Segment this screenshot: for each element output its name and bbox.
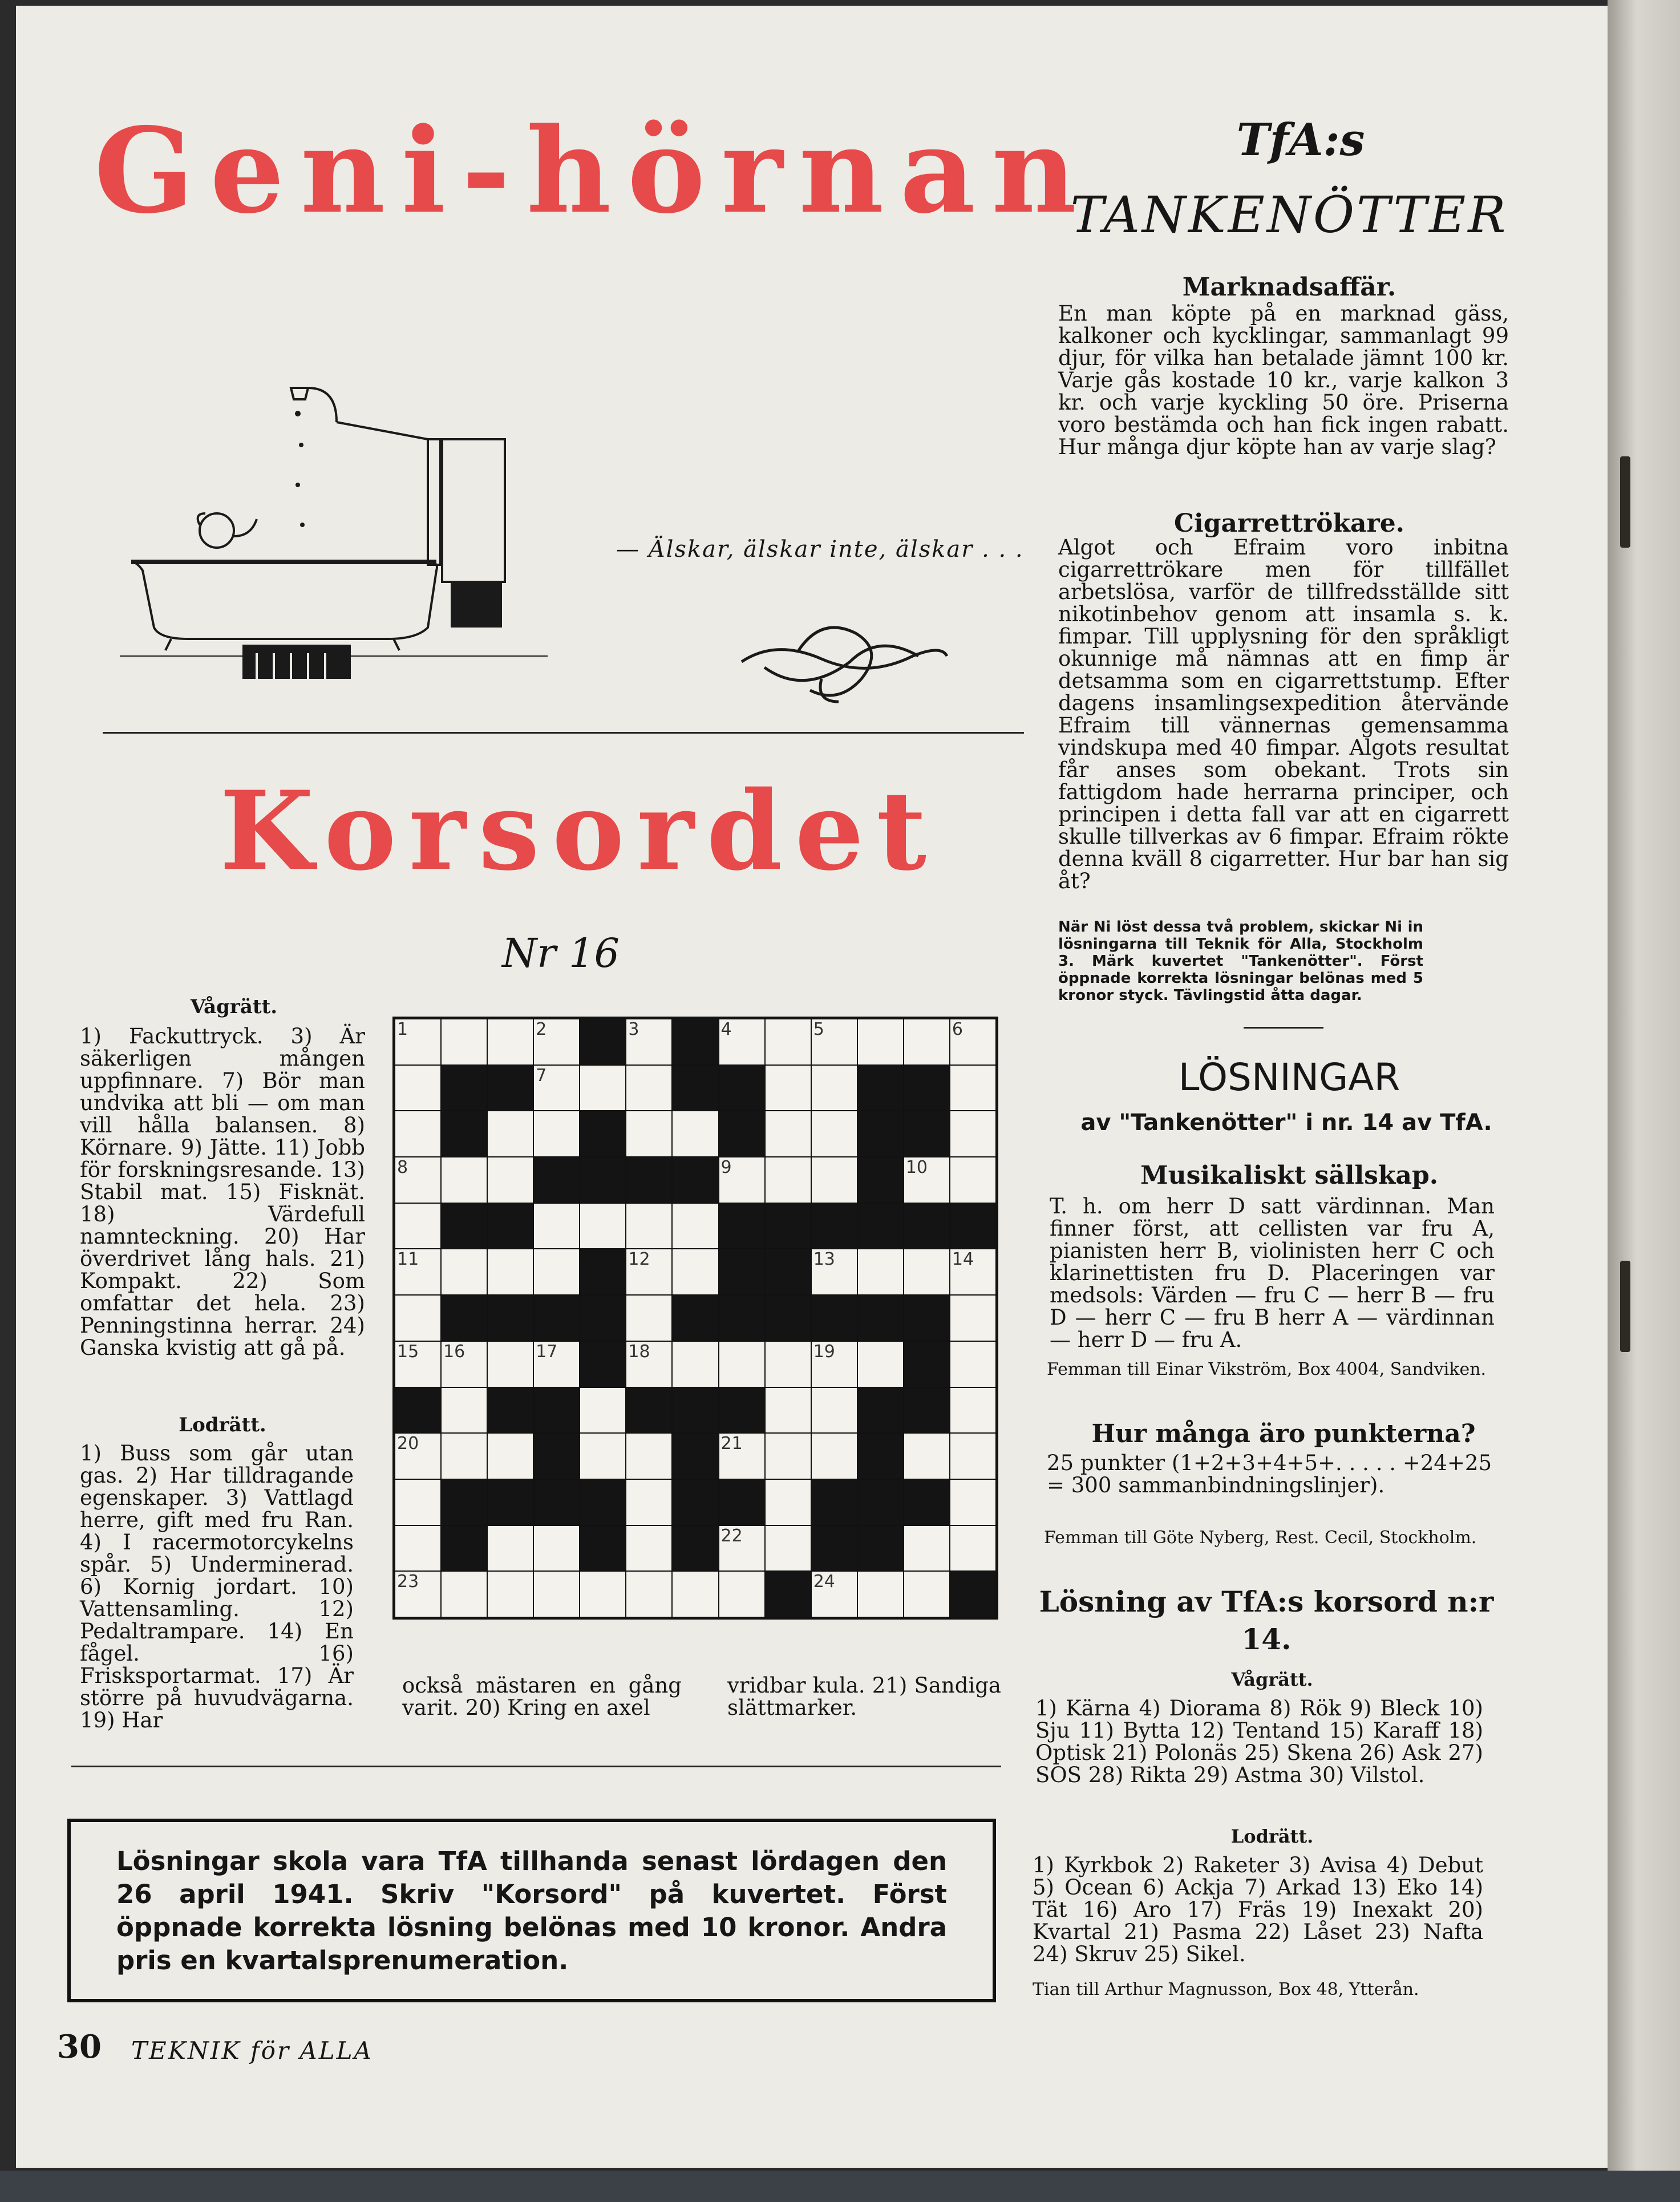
crossword-cell[interactable] — [488, 1019, 533, 1064]
solution-vertical-heading: Lodrätt. — [1230, 1825, 1314, 1847]
crossword-cell[interactable] — [442, 1572, 487, 1617]
crossword-cell-number: 11 — [397, 1249, 419, 1270]
crossword-cell[interactable] — [442, 1434, 487, 1479]
vertical-clues-continued: också mästaren en gång varit. 20) Kring en axel — [402, 1673, 682, 1720]
crossword-cell[interactable] — [534, 1204, 579, 1249]
page-number: 30 — [57, 2028, 102, 2066]
crossword-grid[interactable] — [392, 1017, 998, 1620]
crossword-black-cell — [766, 1572, 811, 1617]
crossword-cell[interactable] — [812, 1342, 857, 1387]
crossword-cell[interactable] — [858, 1249, 903, 1294]
short-divider — [1244, 1027, 1323, 1029]
crossword-black-cell — [442, 1480, 487, 1525]
crossword-black-cell — [719, 1249, 764, 1294]
submission-notice: Lösningar skola vara TfA tillhanda senast lördagen den 26 april 1941. Skriv "Korsord" på kuvertet. Först öppnade korrekta lösning belönas med 10 kronor. Andra pris en kvartalsprenumeration. — [67, 1819, 996, 2002]
crossword-black-cell — [766, 1296, 811, 1341]
crossword-cell[interactable] — [904, 1157, 949, 1203]
crossword-black-cell — [580, 1526, 625, 1571]
solutions-title: LÖSNINGAR — [1178, 1055, 1400, 1099]
crossword-black-cell — [673, 1157, 718, 1203]
crossword-cell[interactable] — [395, 1296, 440, 1341]
crossword-cell[interactable] — [534, 1342, 579, 1387]
crossword-cell[interactable] — [395, 1526, 440, 1571]
crossword-solution-title: Lösning av TfA:s korsord n:r 14. — [1039, 1585, 1494, 1656]
crossword-cell[interactable] — [395, 1019, 440, 1064]
crossword-black-cell — [812, 1526, 857, 1571]
crossword-cell[interactable] — [488, 1526, 533, 1571]
crossword-cell-number: 9 — [720, 1157, 732, 1178]
puzzle-title: Cigarrettrökare. — [1173, 509, 1405, 538]
crossword-cell[interactable] — [673, 1572, 718, 1617]
crossword-black-cell — [950, 1204, 995, 1249]
scan-background — [0, 2171, 1680, 2202]
crossword-cell[interactable] — [395, 1157, 440, 1203]
crossword-black-cell — [766, 1204, 811, 1249]
crossword-cell[interactable] — [534, 1019, 579, 1064]
crossword-cell[interactable] — [626, 1111, 671, 1156]
crossword-cell[interactable] — [812, 1434, 857, 1479]
crossword-black-cell — [858, 1526, 903, 1571]
crossword-cell[interactable] — [766, 1157, 811, 1203]
crossword-cell[interactable] — [534, 1111, 579, 1156]
crossword-cell[interactable] — [904, 1019, 949, 1064]
solution-winner: Femman till Einar Vikström, Box 4004, Sandviken. — [1047, 1359, 1487, 1379]
crossword-cell-number: 8 — [397, 1157, 408, 1178]
crossword-cell-number: 21 — [720, 1434, 743, 1454]
crossword-black-cell — [488, 1388, 533, 1433]
crossword-cell[interactable] — [812, 1019, 857, 1064]
crossword-cell-number: 13 — [813, 1249, 835, 1270]
crossword-cell-number: 2 — [536, 1019, 547, 1039]
crossword-cell[interactable] — [719, 1526, 764, 1571]
crossword-black-cell — [904, 1066, 949, 1111]
crossword-black-cell — [534, 1480, 579, 1525]
crossword-black-cell — [673, 1526, 718, 1571]
crossword-cell-number: 24 — [813, 1572, 835, 1592]
crossword-cell[interactable] — [395, 1434, 440, 1479]
solution-text: T. h. om herr D satt värdinnan. Man finner först, att cellisten var fru A, pianisten herr B, violinisten herr C och klarinettisten fru D. Placeringen var medsols: Värden — fru C — herr B — fru D — herr C — fru B herr A — värdinnan — herr D — fru A. — [1050, 1194, 1495, 1352]
crossword-black-cell — [673, 1019, 718, 1064]
crossword-cell[interactable] — [580, 1066, 625, 1111]
crossword-black-cell — [626, 1157, 671, 1203]
crossword-cell[interactable] — [950, 1249, 995, 1294]
crossword-black-cell — [534, 1388, 579, 1433]
crossword-black-cell — [673, 1480, 718, 1525]
solutions-subtitle: av "Tankenötter" i nr. 14 av TfA. — [1080, 1110, 1492, 1136]
crossword-cell[interactable] — [580, 1572, 625, 1617]
crossword-cell-number: 14 — [952, 1249, 974, 1270]
crossword-cell[interactable] — [904, 1526, 949, 1571]
crossword-cell[interactable] — [766, 1434, 811, 1479]
horizontal-clues: 1) Fackuttryck. 3) Är säkerligen mången uppfinnare. 7) Bör man undvika att bli — om man vill hålla balansen. 8) Körnare. 9) Jätte. 11) Jobb för forskningsresande. 13) Stabil mat. 15) Fisknät. 18) Värdefull namnteckning. 20) Har överdrivet lång hals. 21) Kompakt. 22) Som omfattar det hela. 23) Penningstinna herrar. 24) Ganska kvistig att gå på. — [80, 1024, 365, 1360]
crossword-cell[interactable] — [904, 1434, 949, 1479]
crossword-black-cell — [904, 1342, 949, 1387]
crossword-black-cell — [904, 1111, 949, 1156]
crossword-black-cell — [719, 1111, 764, 1156]
crossword-cell[interactable] — [673, 1342, 718, 1387]
crossword-black-cell — [858, 1388, 903, 1433]
crossword-cell[interactable] — [534, 1526, 579, 1571]
ornament-flourish — [730, 605, 958, 707]
crossword-cell[interactable] — [904, 1572, 949, 1617]
crossword-cell[interactable] — [395, 1066, 440, 1111]
crossword-cell[interactable] — [488, 1157, 533, 1203]
crossword-black-cell — [904, 1480, 949, 1525]
crossword-cell[interactable] — [766, 1019, 811, 1064]
tfa-title: TfA:s — [1236, 114, 1365, 166]
crossword-black-cell — [534, 1157, 579, 1203]
crossword-black-cell — [812, 1480, 857, 1525]
main-title: Geni-hörnan — [94, 103, 1093, 240]
crossword-cell[interactable] — [534, 1066, 579, 1111]
crossword-cell[interactable] — [626, 1204, 671, 1249]
crossword-cell[interactable] — [950, 1480, 995, 1525]
crossword-cell[interactable] — [442, 1249, 487, 1294]
crossword-black-cell — [580, 1342, 625, 1387]
crossword-cell-number: 15 — [397, 1341, 419, 1362]
crossword-cell[interactable] — [488, 1342, 533, 1387]
crossword-black-cell — [626, 1388, 671, 1433]
crossword-cell[interactable] — [626, 1296, 671, 1341]
crossword-cell-number: 6 — [952, 1019, 964, 1039]
crossword-black-cell — [673, 1388, 718, 1433]
solution-horizontal-heading: Vågrätt. — [1231, 1669, 1313, 1690]
crossword-black-cell — [580, 1480, 625, 1525]
crossword-cell[interactable] — [580, 1388, 625, 1433]
crossword-cell[interactable] — [858, 1342, 903, 1387]
crossword-cell-number: 7 — [536, 1065, 547, 1086]
crossword-cell[interactable] — [488, 1572, 533, 1617]
crossword-cell[interactable] — [719, 1434, 764, 1479]
crossword-title: Korsordet — [220, 767, 940, 894]
crossword-cell[interactable] — [395, 1111, 440, 1156]
crossword-cell-number: 3 — [628, 1019, 639, 1039]
crossword-black-cell — [858, 1480, 903, 1525]
crossword-cell[interactable] — [950, 1019, 995, 1064]
crossword-cell[interactable] — [766, 1388, 811, 1433]
crossword-black-cell — [534, 1434, 579, 1479]
crossword-black-cell — [719, 1066, 764, 1111]
crossword-black-cell — [673, 1296, 718, 1341]
crossword-cell[interactable] — [673, 1249, 718, 1294]
crossword-black-cell — [488, 1480, 533, 1525]
crossword-black-cell — [442, 1296, 487, 1341]
crossword-cell[interactable] — [534, 1572, 579, 1617]
crossword-cell[interactable] — [719, 1572, 764, 1617]
cartoon-caption: — Älskar, älskar inte, älskar . . . — [616, 536, 1024, 562]
crossword-black-cell — [950, 1572, 995, 1617]
crossword-black-cell — [534, 1296, 579, 1341]
crossword-cell-number: 12 — [628, 1249, 650, 1270]
crossword-cell[interactable] — [626, 1572, 671, 1617]
crossword-black-cell — [673, 1434, 718, 1479]
crossword-cell[interactable] — [766, 1480, 811, 1525]
crossword-cell[interactable] — [950, 1296, 995, 1341]
crossword-cell-number: 19 — [813, 1341, 835, 1362]
crossword-cell-number: 16 — [443, 1341, 465, 1362]
section-divider — [71, 1766, 1001, 1767]
crossword-cell[interactable] — [673, 1204, 718, 1249]
crossword-cell[interactable] — [766, 1342, 811, 1387]
solution-winner: Femman till Göte Nyberg, Rest. Cecil, Stockholm. — [1044, 1528, 1477, 1548]
vertical-clues-continued: vridbar kula. 21) Sandiga slättmarker. — [727, 1673, 1001, 1720]
crossword-black-cell — [488, 1204, 533, 1249]
crossword-black-cell — [719, 1480, 764, 1525]
crossword-number: Nr 16 — [502, 930, 620, 977]
crossword-cell-number: 20 — [397, 1434, 419, 1454]
crossword-cell[interactable] — [950, 1066, 995, 1111]
crossword-black-cell — [719, 1388, 764, 1433]
crossword-cell[interactable] — [766, 1111, 811, 1156]
crossword-cell[interactable] — [950, 1157, 995, 1203]
crossword-cell[interactable] — [766, 1526, 811, 1571]
crossword-cell[interactable] — [766, 1066, 811, 1111]
solution-horizontal: 1) Kärna 4) Diorama 8) Rök 9) Bleck 10) Sju 11) Bytta 12) Tentand 15) Karaff 18) Optisk 21) Polonäs 25) Skena 26) Ask 27) SOS 28) Rikta 29) Astma 30) Vilstol. — [1035, 1696, 1483, 1787]
crossword-cell[interactable] — [442, 1388, 487, 1433]
crossword-black-cell — [580, 1157, 625, 1203]
page-edge — [1608, 0, 1680, 2202]
puzzle-text: En man köpte på en marknad gäss, kalkoner och kycklingar, sammanlagt 99 djur, för vilka han betalade jämnt 100 kr. Varje gås kostade 10 kr., varje kalkon 3 kr. och varje kyckling 50 öre. Priserna voro bestämda och han fick ingen rabatt. Hur många djur köpte han av varje slag? — [1058, 301, 1509, 459]
crossword-cell[interactable] — [580, 1204, 625, 1249]
binder-clip — [1620, 1261, 1630, 1352]
crossword-cell[interactable] — [395, 1572, 440, 1617]
contest-instructions: När Ni löst dessa två problem, skickar Ni in lösningarna till Teknik för Alla, Stockholm 3. Märk kuvertet "Tankenötter". Först öppnade korrekta lösningar belönas med 5 kronor styck. Tävlingstid åtta dagar. — [1058, 918, 1423, 1004]
crossword-cell-number: 1 — [397, 1019, 408, 1039]
crossword-cell[interactable] — [673, 1111, 718, 1156]
crossword-cell-number: 17 — [536, 1341, 558, 1362]
crossword-cell[interactable] — [812, 1388, 857, 1433]
crossword-cell[interactable] — [950, 1342, 995, 1387]
crossword-cell[interactable] — [950, 1434, 995, 1479]
crossword-black-cell — [858, 1157, 903, 1203]
crossword-cell-number: 10 — [905, 1157, 928, 1178]
crossword-cell[interactable] — [812, 1111, 857, 1156]
crossword-black-cell — [442, 1204, 487, 1249]
crossword-cell[interactable] — [812, 1066, 857, 1111]
crossword-black-cell — [580, 1019, 625, 1064]
crossword-cell[interactable] — [626, 1249, 671, 1294]
crossword-cell[interactable] — [580, 1434, 625, 1479]
bathtub-cartoon — [120, 371, 553, 690]
solution-title: Hur många äro punkterna? — [1091, 1419, 1476, 1448]
crossword-black-cell — [904, 1204, 949, 1249]
crossword-cell[interactable] — [626, 1434, 671, 1479]
crossword-cell-number: 5 — [813, 1019, 824, 1039]
crossword-cell-number: 4 — [720, 1019, 732, 1039]
crossword-cell[interactable] — [488, 1249, 533, 1294]
crossword-black-cell — [442, 1066, 487, 1111]
crossword-cell[interactable] — [395, 1204, 440, 1249]
crossword-cell[interactable] — [626, 1066, 671, 1111]
crossword-cell[interactable] — [442, 1342, 487, 1387]
horizontal-clues-heading: Vågrätt. — [190, 995, 278, 1018]
crossword-black-cell — [719, 1204, 764, 1249]
crossword-cell[interactable] — [395, 1480, 440, 1525]
crossword-cell[interactable] — [904, 1249, 949, 1294]
crossword-black-cell — [580, 1111, 625, 1156]
crossword-cell[interactable] — [719, 1342, 764, 1387]
crossword-black-cell — [442, 1526, 487, 1571]
crossword-black-cell — [858, 1296, 903, 1341]
crossword-cell[interactable] — [719, 1019, 764, 1064]
vertical-clues-heading: Lodrätt. — [179, 1414, 266, 1436]
crossword-cell[interactable] — [488, 1434, 533, 1479]
crossword-black-cell — [858, 1204, 903, 1249]
crossword-cell[interactable] — [719, 1157, 764, 1203]
crossword-cell[interactable] — [488, 1111, 533, 1156]
solution-vertical: 1) Kyrkbok 2) Raketer 3) Avisa 4) Debut 5) Ocean 6) Ackja 7) Arkad 13) Eko 14) Tät 16) Aro 17) Fräs 19) Inexakt 20) Kvartal 21) Pasma 22) Låset 23) Nafta 24) Skruv 25) Sikel. — [1033, 1853, 1483, 1966]
crossword-cell[interactable] — [950, 1388, 995, 1433]
crossword-cell[interactable] — [812, 1249, 857, 1294]
crossword-black-cell — [442, 1111, 487, 1156]
crossword-cell[interactable] — [626, 1480, 671, 1525]
crossword-black-cell — [812, 1296, 857, 1341]
crossword-cell[interactable] — [858, 1019, 903, 1064]
crossword-cell[interactable] — [626, 1019, 671, 1064]
crossword-black-cell — [858, 1066, 903, 1111]
crossword-black-cell — [904, 1388, 949, 1433]
crossword-black-cell — [580, 1296, 625, 1341]
crossword-cell[interactable] — [626, 1342, 671, 1387]
crossword-cell[interactable] — [858, 1572, 903, 1617]
crossword-cell[interactable] — [442, 1019, 487, 1064]
section-divider — [103, 732, 1024, 734]
crossword-cell[interactable] — [534, 1249, 579, 1294]
crossword-cell-number: 18 — [628, 1341, 650, 1362]
crossword-cell[interactable] — [442, 1157, 487, 1203]
puzzle-text: Algot och Efraim voro inbitna cigarrettrökare men för tillfället arbetslösa, varför de tillfredsställde sitt nikotinbehov genom att insamla s. k. fimpar. Till upplysning för den språkligt okunnige må nämnas att en fimp är detsamma som en cigarrettstump. Efter dagens insamlingsexpedition återvände Efraim till vännernas gemensamma vindskupa med 40 fimpar. Algots resultat får anses som obekant. Trots sin fattigdom hade herrarna principer, och principen i detta fall var att en cigarrett skulle tillverkas av 6 fimpar. Efraim rökte denna kväll 8 cigarretter. Hur bar han sig åt? — [1058, 535, 1509, 893]
crossword-cell[interactable] — [395, 1342, 440, 1387]
solution-winner: Tian till Arthur Magnusson, Box 48, Ytterån. — [1033, 1980, 1419, 1999]
crossword-cell[interactable] — [626, 1526, 671, 1571]
crossword-black-cell — [488, 1296, 533, 1341]
puzzle-title: Marknadsaffär. — [1182, 273, 1396, 302]
crossword-black-cell — [904, 1296, 949, 1341]
binder-clip — [1620, 456, 1630, 548]
crossword-cell[interactable] — [812, 1572, 857, 1617]
crossword-cell-number: 22 — [720, 1525, 743, 1546]
crossword-black-cell — [766, 1249, 811, 1294]
crossword-black-cell — [488, 1066, 533, 1111]
solution-text: 25 punkter (1+2+3+4+5+. . . . . +24+25 = 300 sammanbindningslinjer). — [1047, 1451, 1492, 1497]
vertical-clues: 1) Buss som går utan gas. 2) Har tilldragande egenskaper. 3) Vattlagd herre, gift med fru Ran. 4) I racermotorcykelns spår. 5) Underminerad. 6) Kornig jordart. 10) Vattensamling. 12) Pedaltrampare. 14) En fågel. 16) Frisksportarmat. 17) Är större på huvudvägarna. 19) Har — [80, 1441, 354, 1733]
crossword-cell-number: 23 — [397, 1572, 419, 1592]
crossword-black-cell — [673, 1066, 718, 1111]
crossword-cell[interactable] — [950, 1526, 995, 1571]
crossword-black-cell — [858, 1111, 903, 1156]
solution-title: Musikaliskt sällskap. — [1140, 1161, 1439, 1190]
tfa-subtitle: TANKENÖTTER — [1070, 185, 1508, 244]
crossword-black-cell — [812, 1204, 857, 1249]
crossword-black-cell — [719, 1296, 764, 1341]
crossword-cell[interactable] — [395, 1249, 440, 1294]
crossword-cell[interactable] — [950, 1111, 995, 1156]
crossword-black-cell — [395, 1388, 440, 1433]
crossword-cell[interactable] — [812, 1157, 857, 1203]
crossword-black-cell — [580, 1249, 625, 1294]
magazine-name: TEKNIK för ALLA — [131, 2037, 373, 2065]
crossword-black-cell — [858, 1434, 903, 1479]
